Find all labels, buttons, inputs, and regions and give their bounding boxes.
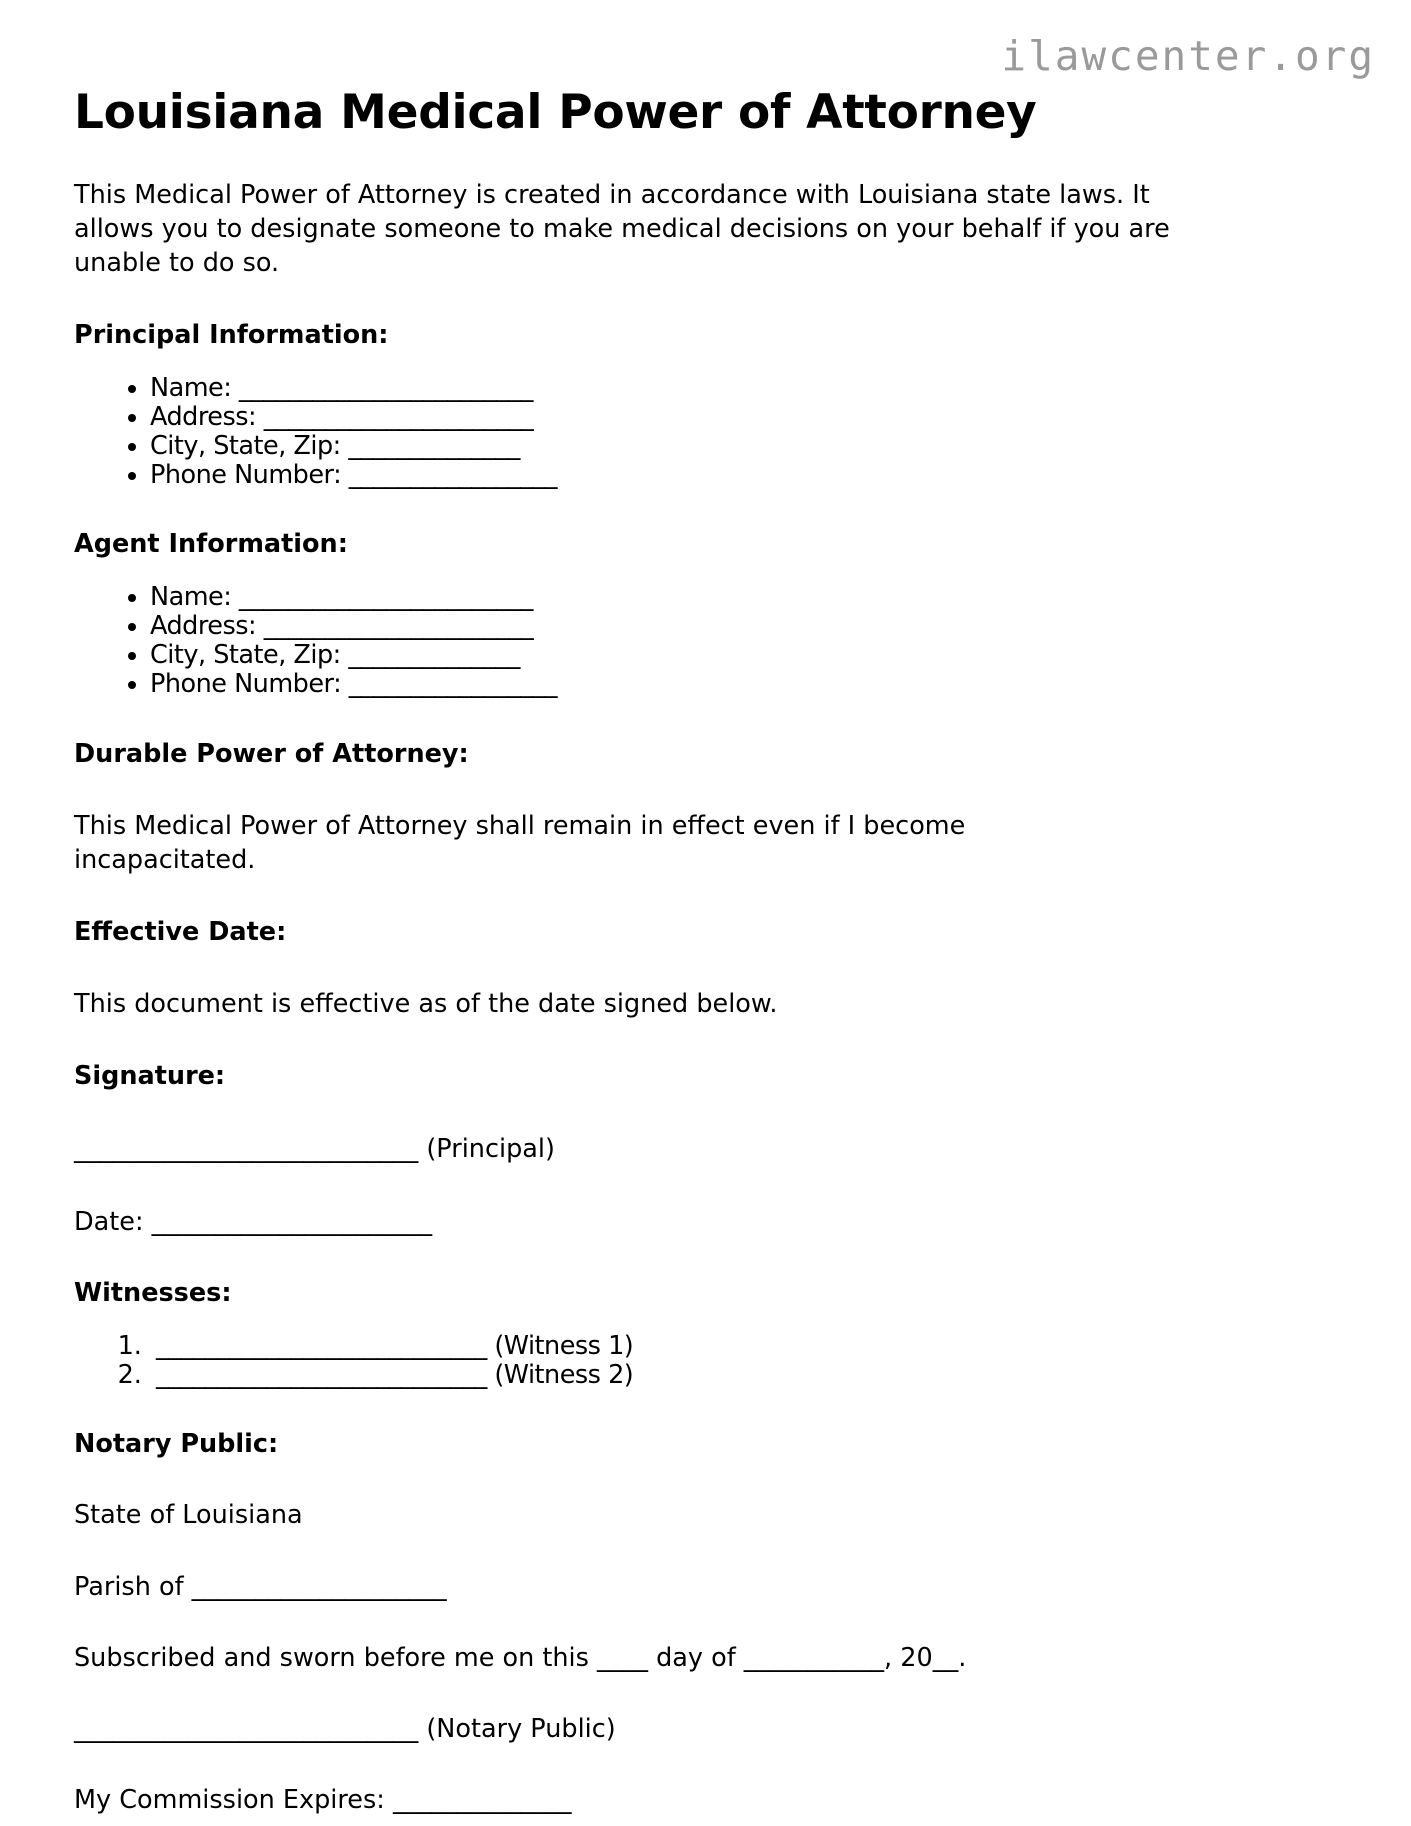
section-heading-effective-date: Effective Date: <box>74 916 287 947</box>
document-content <box>74 86 1339 1817</box>
list-item <box>150 1361 1339 1390</box>
site-watermark: ilawcenter.org <box>1001 32 1375 80</box>
section-heading-agent-information: Agent Information: <box>74 529 348 560</box>
list-item <box>150 374 1339 403</box>
notary-sworn-statement-line: Subscribed and sworn before me on this ____ day of ___________, 20__. <box>74 1642 967 1673</box>
section-heading-principal-information: Principal Information: <box>74 319 389 350</box>
signature-date-line: Date: ______________________ <box>74 1206 433 1237</box>
notary-commission-expires-line: My Commission Expires: ______________ <box>74 1784 572 1815</box>
notary-state-line: State of Louisiana <box>74 1500 303 1531</box>
principal-name-field: Name: ________________________ <box>150 372 533 403</box>
list-item <box>150 641 1339 670</box>
principal-city-state-zip-field: City, State, Zip: ______________ <box>150 431 520 462</box>
list-item <box>150 583 1339 612</box>
agent-city-state-zip-field: City, State, Zip: ______________ <box>150 640 520 671</box>
agent-address-field: Address: ______________________ <box>150 611 534 642</box>
list-item <box>150 612 1339 641</box>
list-item <box>150 670 1339 699</box>
principal-phone-field: Phone Number: _________________ <box>150 460 558 491</box>
agent-information-field-list <box>74 583 1339 699</box>
agent-name-field: Name: ________________________ <box>150 582 533 613</box>
list-item <box>150 461 1339 490</box>
section-heading-witnesses: Witnesses: <box>74 1277 232 1308</box>
notary-signature-line: ___________________________ (Notary Public) <box>74 1713 616 1744</box>
intro-paragraph: This Medical Power of Attorney is created in accordance with Louisiana state laws. It allows you to designate someone to make medical decisions on your behalf if you are unable to do so. <box>74 180 1170 278</box>
witness-signature-list <box>74 1332 1339 1390</box>
witness-1-line: ___________________________ (Witness 1) <box>156 1331 634 1362</box>
principal-address-field: Address: ______________________ <box>150 401 534 432</box>
durable-power-paragraph: This Medical Power of Attorney shall remain in effect even if I become incapacitated. <box>74 810 966 875</box>
list-item <box>150 432 1339 461</box>
section-heading-signature: Signature: <box>74 1060 226 1091</box>
page-title: Louisiana Medical Power of Attorney <box>74 85 1037 140</box>
list-item <box>150 1332 1339 1361</box>
notary-parish-line: Parish of ____________________ <box>74 1571 447 1602</box>
principal-signature-line: ___________________________ (Principal) <box>74 1133 555 1164</box>
effective-date-paragraph: This document is effective as of the date signed below. <box>74 988 778 1019</box>
witness-2-line: ___________________________ (Witness 2) <box>156 1360 634 1391</box>
list-item <box>150 403 1339 432</box>
section-heading-notary-public: Notary Public: <box>74 1429 279 1460</box>
section-heading-durable-power-of-attorney: Durable Power of Attorney: <box>74 738 469 769</box>
principal-information-field-list <box>74 374 1339 490</box>
agent-phone-field: Phone Number: _________________ <box>150 669 558 700</box>
